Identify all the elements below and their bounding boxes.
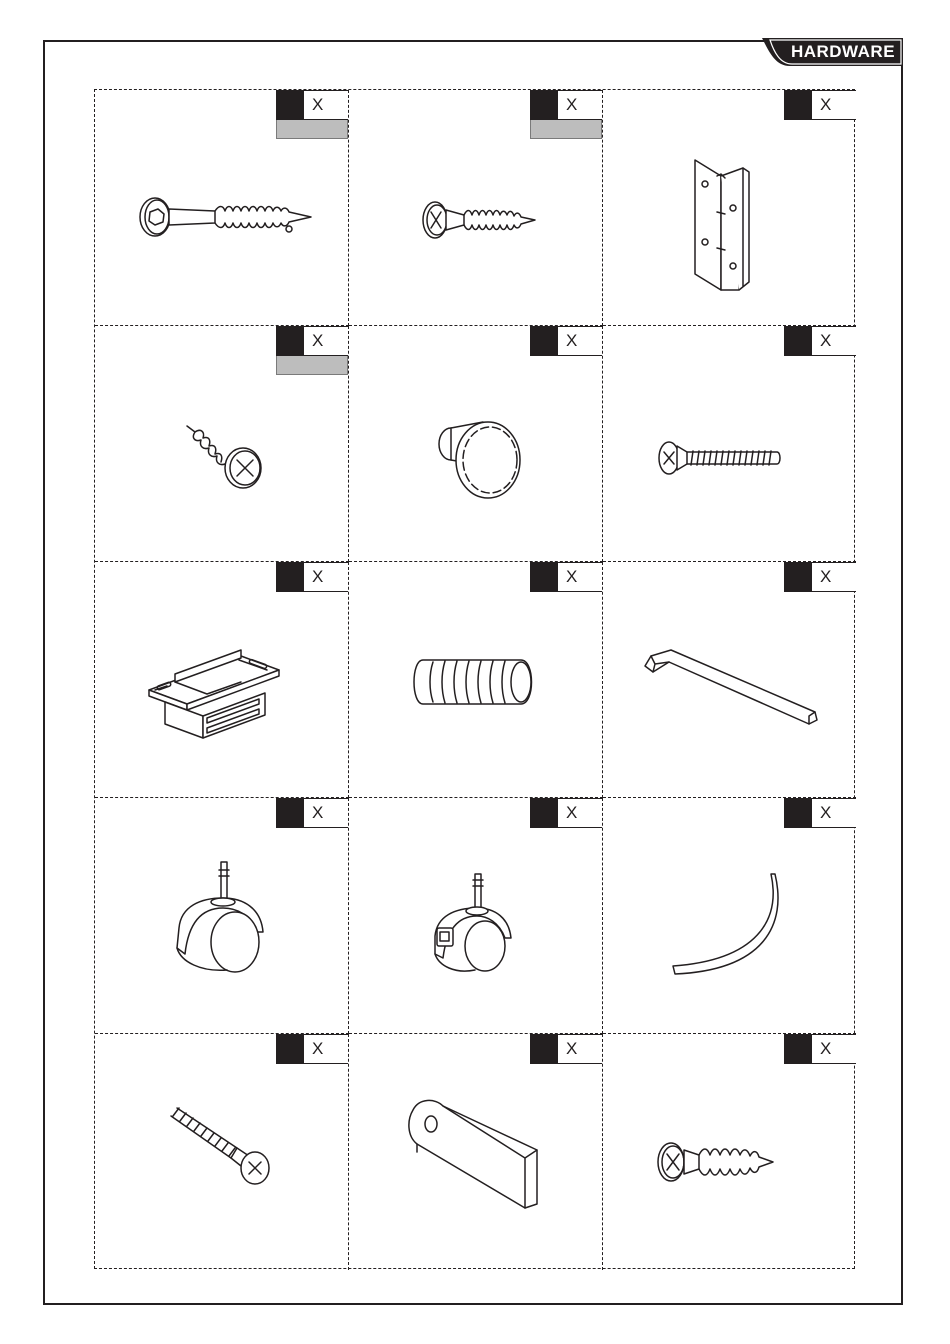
qty-marker: X	[566, 803, 578, 822]
part-id-box	[784, 798, 812, 828]
allen-key-icon	[641, 642, 823, 728]
locking-caster-wheel-icon	[425, 870, 515, 976]
machine-screw-icon	[655, 436, 787, 480]
part-cell-M	[95, 1034, 349, 1270]
qty-marker: X	[820, 567, 832, 586]
wooden-dowel-icon	[409, 654, 539, 710]
connector-plate-icon	[405, 1098, 545, 1210]
qty-label	[530, 798, 602, 828]
qty-marker: X	[566, 1039, 578, 1058]
part-cell-J	[95, 798, 349, 1034]
part-code-box	[530, 120, 602, 139]
part-id-box	[530, 798, 558, 828]
phillips-wood-screw-icon	[419, 198, 549, 246]
qty-label	[784, 326, 856, 356]
qty-label	[276, 562, 348, 592]
qty-label	[530, 562, 602, 592]
qty-marker: X	[312, 803, 324, 822]
qty-label	[784, 798, 856, 828]
qty-label	[784, 562, 856, 592]
qty-marker: X	[820, 331, 832, 350]
qty-marker: X	[820, 1039, 832, 1058]
magnetic-catch-icon	[145, 630, 285, 742]
qty-marker: X	[312, 567, 324, 586]
section-title: HARDWARE	[790, 42, 896, 61]
qty-marker: X	[312, 95, 324, 114]
part-code-box	[276, 120, 348, 139]
part-cell-G	[95, 562, 349, 798]
qty-marker: X	[312, 1039, 324, 1058]
qty-label	[784, 1034, 856, 1064]
qty-label	[530, 1034, 602, 1064]
part-id-box	[530, 90, 558, 120]
qty-label	[784, 90, 856, 120]
hardware-grid	[94, 89, 855, 1269]
part-cell-B	[349, 90, 603, 326]
part-id-box	[784, 90, 812, 120]
qty-label	[276, 90, 348, 120]
part-cell-A	[95, 90, 349, 326]
part-cell-N	[349, 1034, 603, 1270]
qty-label	[276, 1034, 348, 1064]
part-cell-H	[349, 562, 603, 798]
part-cell-K	[349, 798, 603, 1034]
part-cell-F	[603, 326, 856, 562]
part-id-box	[276, 562, 304, 592]
part-id-box	[784, 1034, 812, 1064]
short-phillips-screw-icon	[181, 422, 276, 492]
part-id-box	[530, 326, 558, 356]
qty-marker: X	[566, 331, 578, 350]
part-id-box	[784, 326, 812, 356]
part-id-box	[530, 562, 558, 592]
qty-marker: X	[820, 95, 832, 114]
qty-label	[276, 326, 348, 356]
qty-marker: X	[312, 331, 324, 350]
part-id-box	[276, 326, 304, 356]
part-code-box	[276, 356, 348, 375]
qty-marker: X	[566, 95, 578, 114]
part-cell-D	[95, 326, 349, 562]
part-cell-E	[349, 326, 603, 562]
tapping-screw-icon	[655, 1138, 785, 1186]
part-id-box	[276, 1034, 304, 1064]
qty-marker: X	[566, 567, 578, 586]
door-hinge-icon	[691, 156, 761, 296]
part-id-box	[276, 798, 304, 828]
caster-wheel-icon	[171, 858, 275, 976]
qty-label	[276, 798, 348, 828]
part-id-box	[276, 90, 304, 120]
part-cell-C	[603, 90, 856, 326]
part-cell-L	[603, 798, 856, 1034]
hardware-tab	[762, 38, 905, 68]
part-id-box	[530, 1034, 558, 1064]
qty-label	[530, 326, 602, 356]
part-cell-O	[603, 1034, 856, 1270]
flat-head-hex-bolt-icon	[135, 195, 315, 245]
qty-label	[530, 90, 602, 120]
long-machine-screw-icon	[169, 1104, 279, 1186]
qty-marker: X	[820, 803, 832, 822]
drawer-knob-icon	[433, 418, 533, 504]
part-id-box	[784, 562, 812, 592]
curved-rod-icon	[669, 870, 789, 980]
part-cell-I	[603, 562, 856, 798]
